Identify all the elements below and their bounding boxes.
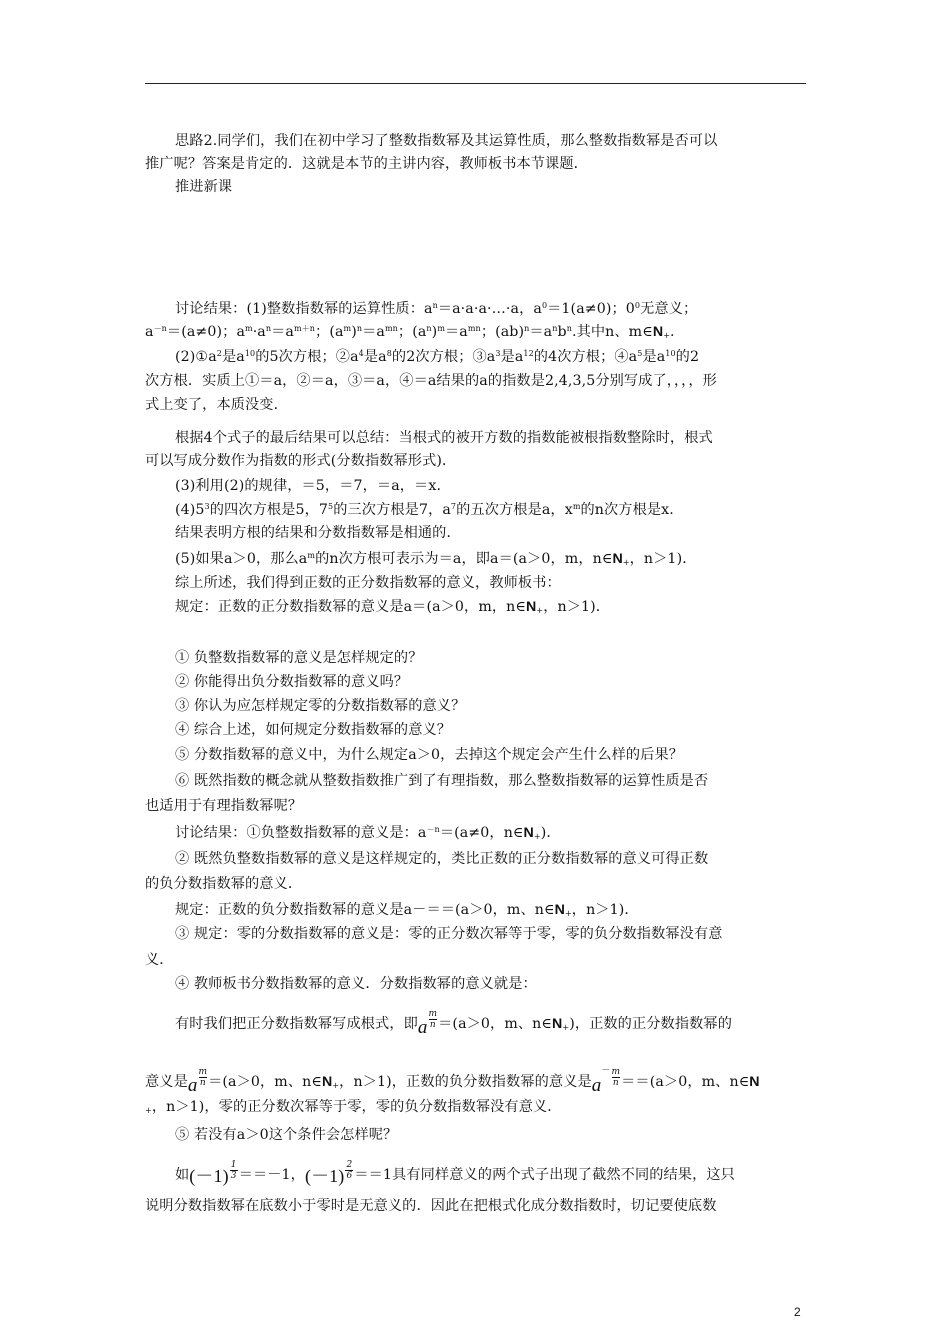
list-item: ① 负整数指数幂的意义是怎样规定的？	[175, 650, 423, 666]
list-item: ⑤ 分数指数幂的意义中，为什么规定a＞0，去掉这个规定会产生什么样的后果？	[175, 747, 684, 763]
page-number: 2	[794, 1305, 801, 1319]
text-line: $(4)5^3$的四次方根是5，$7^5$的三次方根是7，$a^7$的五次方根是a，$x^m$的n次方根是x.	[175, 502, 674, 518]
text-line: $_+$，n＞1)，零的正分数次幂等于零，零的负分数指数幂没有意义．	[145, 1099, 562, 1115]
text-line: 式上变了，本质没变．	[145, 397, 288, 413]
text-line: ③ 规定：零的分数指数幂的意义是：零的正分数次幂等于零，零的负分数指数幂没有意	[175, 926, 723, 942]
text-line: 推广呢？答案是肯定的．这就是本节的主讲内容，教师板书本节课题．	[145, 156, 588, 172]
text-line: 说明分数指数幂在底数小于零时是无意义的．因此在把根式化成分数指数时，切记要使底数	[145, 1198, 717, 1214]
list-item: ⑥ 既然指数的概念就从整数指数推广到了有理指数，那么整数指数幂的运算性质是否	[175, 773, 709, 789]
text-line: 义．	[145, 952, 174, 968]
text-line: 思路2.同学们，我们在初中学习了整数指数幂及其运算性质，那么整数指数幂是否可以	[175, 133, 718, 149]
text-line: 的负分数指数幂的意义．	[145, 876, 303, 892]
text-line: (5)如果a＞0，那么$a^m$的n次方根可表示为＝a，即a＝(a＞0，m，$n\in N_+$，n＞1)．	[175, 551, 697, 567]
list-item: ③ 你认为应怎样规定零的分数指数幂的意义？	[175, 698, 466, 714]
list-item: ④ 综合上述，如何规定分数指数幂的意义？	[175, 722, 452, 738]
text-line: 讨论结果：①负整数指数幂的意义是：$a^{-n}=(a\ne 0$，$n\in N_+$)．	[175, 825, 561, 841]
list-item: ② 你能得出负分数指数幂的意义吗？	[175, 674, 409, 690]
text-line: 综上所述，我们得到正数的正分数指数幂的意义，教师板书：	[175, 575, 561, 591]
text-line: 可以写成分数作为指数的形式(分数指数幂形式)．	[145, 453, 457, 469]
text-line: 结果表明方根的结果和分数指数幂是相通的．	[175, 525, 461, 541]
text-line: (3)利用(2)的规律，＝5，＝7，＝a，＝x.	[175, 478, 442, 494]
text-line: 讨论结果：(1)整数指数幂的运算性质：$a^n=a\cdot a\cdot a\cdot\dots\cdot a$，$a^0=1(a\ne 0)$；$0^0$无意义；	[175, 301, 698, 317]
text-line: 如(－1) $\frac{1}{3}$ ＝＝－1，(－1) $\frac{2}{6}$ ＝＝1具有同样意义的两个式子出现了截然不同的结果，这只	[175, 1160, 735, 1186]
text-line: ④ 教师板书分数指数幂的意义．分数指数幂的意义就是：	[175, 976, 537, 992]
text-line: 次方根．实质上①＝a，②＝a，③＝a，④＝a结果的a的指数是2,4,3,5分别写成了，，，，形	[145, 373, 717, 389]
text-line: 也适用于有理指数幂呢？	[145, 798, 303, 814]
text-line: 规定：正数的正分数指数幂的意义是a＝(a＞0，m，$n\in N_+$，n＞1)．	[175, 599, 611, 615]
text-line: ⑤ 若没有a＞0这个条件会怎样呢？	[175, 1127, 398, 1143]
text-line: $a^{-n}=(a\ne 0)$；$a^m\cdot a^n=a^{m+n}$；$(a^m)^n=a^{mn}$；$(a^n)^m=a^{mn}$；$(ab)^n=a^nb^n$.其中n、$m\in N_+$.	[145, 324, 675, 340]
text-line: 规定：正数的负分数指数幂的意义是a－＝＝(a＞0，m、$n\in N_+$，n＞1)．	[175, 902, 639, 918]
header-rule	[145, 83, 806, 84]
text-line: 意义是a $\frac{m}{n}$ ＝(a＞0，m、$n\in N_+$，n＞1)，正数的负分数指数幂的意义是a－ $\frac{m}{n}$ ＝＝(a＞0，m、n∈N	[145, 1066, 760, 1096]
text-line: 根据4个式子的最后结果可以总结：当根式的被开方数的指数能被根指数整除时，根式	[175, 430, 713, 446]
text-line: $(2)①a^2$是$a^{10}$的5次方根；$②a^4$是$a^8$的2次方根；$③a^3$是$a^{12}$的4次方根；$④a^5$是$a^{10}$的2	[175, 349, 700, 365]
text-line: 有时我们把正分数指数幂写成根式，即a $\frac{m}{n}$ ＝(a＞0，m、$n\in N_+$)，正数的正分数指数幂的	[175, 1009, 732, 1038]
section-heading: 推进新课	[175, 179, 233, 195]
text-line: ② 既然负整数指数幂的意义是这样规定的，类比正数的正分数指数幂的意义可得正数	[175, 851, 709, 867]
